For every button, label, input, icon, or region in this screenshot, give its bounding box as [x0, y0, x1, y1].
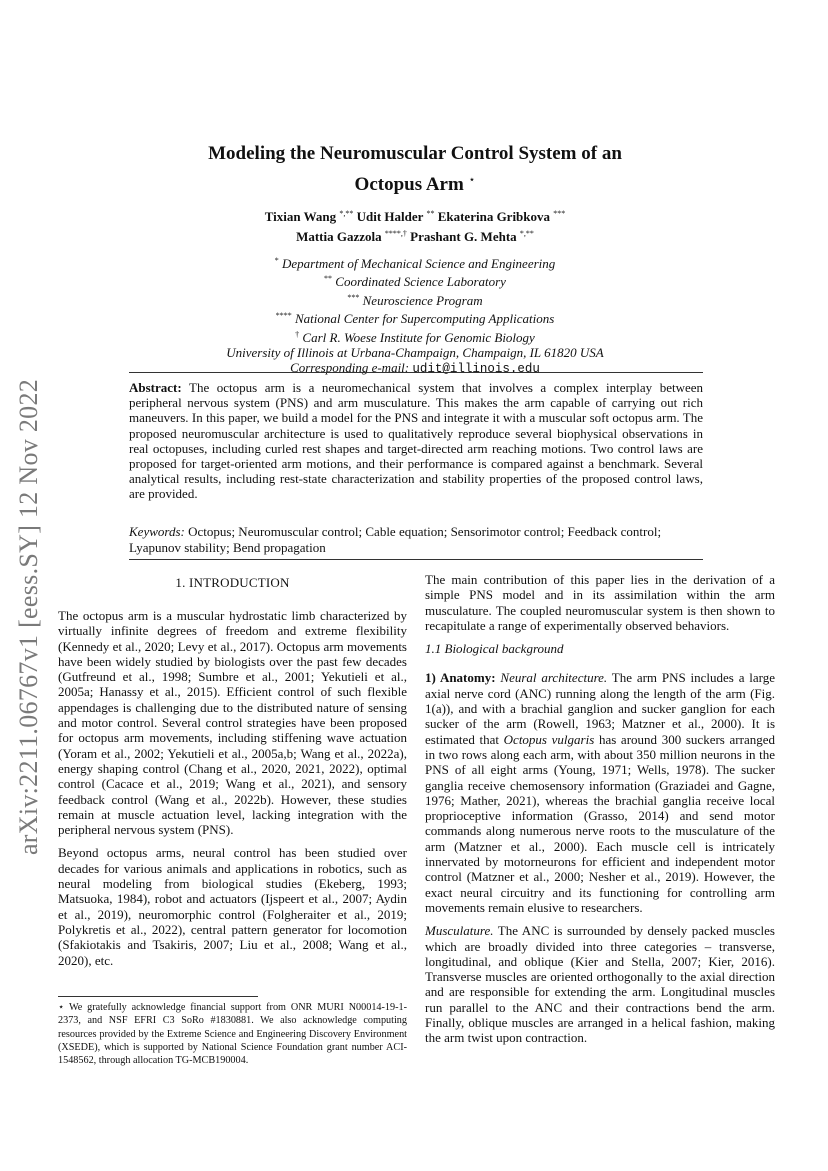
right-column: [425, 572, 775, 1054]
left-column: [58, 608, 407, 976]
paper-title: [150, 141, 680, 198]
keywords: [129, 524, 703, 556]
author-affil-mark: ***: [553, 209, 566, 218]
keywords-text: Octopus; Neuromuscular control; Cable equation; Sensorimotor control; Feedback control; Lyapunov stability; Bend propagation: [129, 524, 662, 555]
title-line-1: Modeling the Neuromuscular Control System of an: [208, 143, 622, 164]
affiliation-list: [150, 253, 680, 378]
author-list: [150, 205, 680, 245]
subsection-heading-biological-background: 1.1 Biological background: [425, 641, 564, 657]
author-line-2: [150, 225, 680, 245]
body-paragraph: The octopus arm is a muscular hydrostatic limb characterized by virtually infinite degrees of freedom and extreme flexibility (Kennedy et al., 2020; Levy et al., 2017). Octopus arm movements have been widely studied by biologists over the past few decades (Gutfreund et al., 1998; Sumbre et al., 2001; Yekutieli et al., 2005a; Hanassy et al., 2015). Efficient control of such flexible appendages is challenging due to the distributed nature of sensing and motor control. Several control strategies have been proposed for octopus arm movements, including stiffening wave actuation (Yoram et al., 2002; Yekutieli et al., 2005a,b; Wang et al., 2022a), energy shaping control (Chang et al., 2020, 2021, 2022), optimal control (Cacace et al., 2019; Wang et al., 2021), and sensory feedback control (Wang et al., 2022b). However, these studies remain at muscle actuation level, lacking integration with the peripheral nervous system (PNS).: [58, 608, 407, 838]
title-footnote-star-icon: ⋆: [468, 174, 476, 186]
affiliation-mark: †: [295, 329, 300, 339]
footnote: [58, 1001, 407, 1067]
affiliation-line: [150, 327, 680, 345]
section-heading-introduction: 1. INTRODUCTION: [175, 575, 290, 590]
footnote-text: We gratefully acknowledge financial support from ONR MURI N00014-19-1-2373, and NSF EFRI C3 SoRo #1830881. We also acknowledge computing resources provided by the Extreme Science and Engineering Discovery Environment (XSEDE), which is supported by National Science Foundation grant number ACI-1548562, through allocation TG-MCB190004.: [58, 1002, 407, 1067]
contact-label: Corresponding e-mail:: [290, 360, 410, 376]
affiliation-line: [150, 345, 680, 360]
affiliation-line: [150, 290, 680, 308]
author-name: Udit Halder: [356, 209, 424, 224]
paragraph-lead-italic: Neural architecture.: [500, 670, 608, 686]
affiliation-text: National Center for Supercomputing Applications: [294, 311, 555, 327]
keywords-label: Keywords:: [129, 524, 185, 539]
affiliation-text: University of Illinois at Urbana-Champaign, Champaign, IL 61820 USA: [226, 345, 604, 361]
author-name: Prashant G. Mehta: [410, 229, 517, 244]
author-name: Mattia Gazzola: [296, 229, 382, 244]
affiliation-mark: ****: [275, 311, 292, 321]
footnote-rule: [58, 996, 258, 997]
paragraph-text: The ANC is surrounded by densely packed muscles which are broadly divided into three categories – transverse, longitudinal, and oblique (Kier and Stella, 2007; Kier, 2016). Transverse muscles are oriented orthogonally to the axial direction and are responsible for extending the arm. Longitudinal muscles run parallel to the ANC and their contractions bend the arm. Finally, oblique muscles are arranged in a helical fashion, making the arm twist upon contraction.: [425, 923, 775, 1046]
affiliation-mark: *: [274, 256, 279, 265]
author-name: Tixian Wang: [264, 209, 337, 224]
affiliation-text: Neuroscience Program: [362, 292, 483, 308]
species-name: Octopus vulgaris: [503, 731, 595, 747]
paragraph-text: has around 300 suckers arranged in two rows along each arm, with about 350 million neurons in the PNS of all eight arms (Young, 1971; Wells, 1978). The sucker ganglia receive chemosensory information (Graziadei and Gagne, 1976; Mather, 2021), whereas the brachial ganglia receive local proprioceptive information (Grasso, 2014) and send motor commands along numerous nerve roots to the musculature of the arm (Matzner et al., 2000). Each muscle cell is intricately innervated by motorneurons for efficient and independent motor control (Matzner et al., 2000; Nesher et al., 2019). However, the exact neural circuitry and its functioning for controlling arm movements remain elusive to researchers.: [425, 731, 775, 915]
affiliation-mark: **: [324, 274, 333, 284]
affiliation-line: [150, 308, 680, 326]
affiliation-text: Coordinated Science Laboratory: [335, 274, 506, 290]
affiliation-line: [150, 271, 680, 289]
arxiv-side-stamp: [6, 0, 52, 1171]
author-affil-mark: *,**: [519, 229, 534, 238]
title-line-2-text: Octopus Arm: [354, 174, 464, 195]
contact-line: [150, 360, 680, 377]
abstract-label: Abstract:: [129, 380, 182, 395]
paragraph-lead: 1) Anatomy:: [425, 670, 496, 686]
arxiv-identifier: arXiv:2211.06767v1 [eess.SY] 12 Nov 2022: [14, 378, 43, 856]
keywords-bottom-rule: [129, 559, 703, 560]
author-line-1: [150, 205, 680, 225]
body-paragraph: Beyond octopus arms, neural control has been studied over decades for various animals and applications in robotics, such as neural modeling from biological studies (Ekeberg, 1993; Matsuoka, 1984), robot and actuators (Ijspeert et al., 2007; Aydin et al., 2019), neuromorphic control (Folgheraiter et al., 2019; Polykretis et al., 2022), central pattern generator for locomotion (Sfakiotakis and Tsakiris, 2007; Liu et al., 2008; Wang et al., 2020), etc.: [58, 845, 407, 968]
affiliation-text: Carl R. Woese Institute for Genomic Biology: [302, 329, 535, 345]
abstract-text: The octopus arm is a neuromechanical system that involves a complex interplay between peripheral nervous system (PNS) and arm musculature. This makes the arm capable of carrying out rich maneuvers. In this paper, we build a model for the PNS and integrate it with a muscular soft octopus arm. The proposed neuromuscular architecture is used to qualitatively reproduce several biophysical observations in real octopuses, including curled rest shapes and target-directed arm reaching motions. Two control laws are proposed for target-oriented arm motions, and their performance is compared against a benchmark. Several analytical results, including rest-state characterization and stability properties of the proposed control laws, are provided.: [129, 380, 704, 502]
footnote-star-icon: ⋆: [58, 1002, 65, 1013]
paragraph-text: The arm PNS includes a large axial nerve cord (ANC) running along the length of the arm (Fig. 1(a)), and with a brachial ganglion and sucker ganglion for each sucker of the arm (Rowell, 1963; Matzner et al., 2000). It is estimated that: [425, 670, 776, 747]
body-paragraph: The main contribution of this paper lies in the derivation of a simple PNS model and in its assimilation within the arm musculature. The coupled neuromuscular system is then shown to recapitulate a range of experimentally observed behaviors.: [425, 572, 775, 633]
author-name: Ekaterina Gribkova: [437, 209, 551, 224]
author-affil-mark: **: [426, 209, 435, 218]
body-paragraph-musculature: [425, 923, 775, 1045]
affiliation-mark: ***: [347, 292, 360, 302]
affiliation-text: Department of Mechanical Science and Engineering: [281, 256, 556, 271]
paragraph-lead-italic: Musculature.: [425, 923, 494, 939]
author-affil-mark: *,**: [339, 209, 354, 218]
body-paragraph-anatomy: [425, 670, 775, 915]
title-line-2: [150, 167, 680, 198]
affiliation-line: [150, 253, 680, 271]
author-affil-mark: ****,†: [384, 229, 407, 238]
contact-email-link[interactable]: udit@illinois.edu: [412, 362, 540, 377]
abstract-top-rule: [129, 372, 703, 373]
abstract: [129, 380, 703, 502]
